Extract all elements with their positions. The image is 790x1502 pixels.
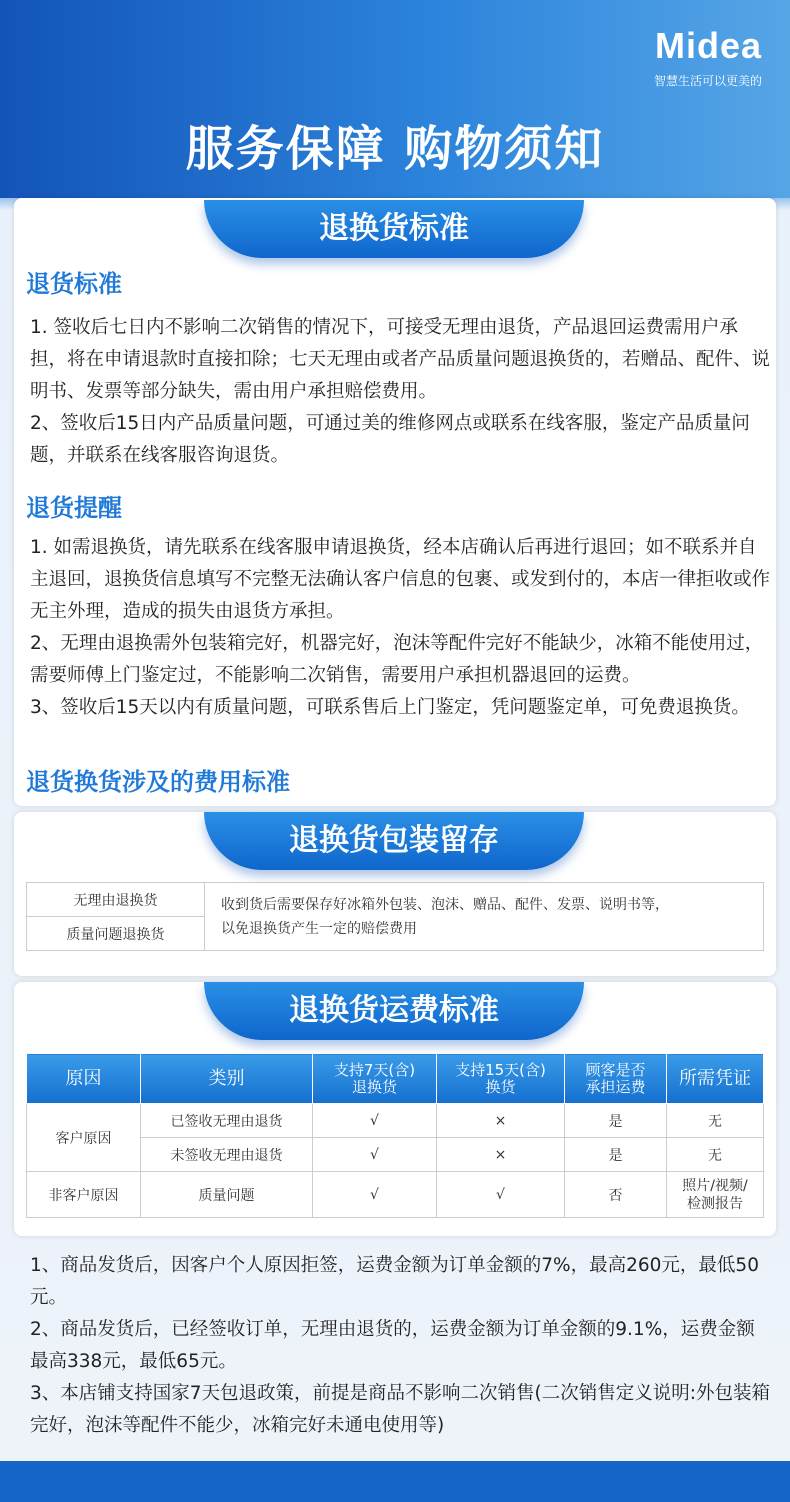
cell-bear: 是 <box>565 1138 667 1172</box>
table-row <box>27 1172 764 1218</box>
list-item: 2、无理由退换需外包装箱完好，机器完好，泡沫等配件完好不能缺少，冰箱不能使用过，需要师傅上门鉴定过，不能影响二次销售，需要用户承担机器退回的运费。 <box>30 633 764 686</box>
return-standard-heading: 退货标准 <box>26 270 122 298</box>
cell-category: 质量问题 <box>141 1172 313 1218</box>
header-line: 支持15天(含) <box>455 1060 546 1079</box>
packaging-row-label: 无理由退换货 <box>27 883 205 917</box>
return-standard-text <box>30 312 770 472</box>
return-standard-pill: 退换货标准 <box>204 200 584 258</box>
table-header-row <box>27 1054 764 1104</box>
page-header <box>0 0 790 198</box>
packaging-text-line: 收到货后需要保存好冰箱外包装、泡沫、赠品、配件、发票、说明书等， <box>221 896 669 913</box>
return-reminder-heading: 退货提醒 <box>26 494 122 522</box>
proof-line: 检测报告 <box>687 1195 743 1212</box>
header-line: 换货 <box>485 1077 516 1096</box>
packaging-row-label: 质量问题退换货 <box>27 917 205 951</box>
cell-seven: √ <box>313 1172 437 1218</box>
shipping-table <box>26 1053 764 1218</box>
page-footer <box>0 1461 790 1502</box>
header-bear-shipping <box>565 1054 667 1104</box>
list-item: 2、商品发货后，已经签收订单，无理由退货的，运费金额为订单金额的9.1%，运费金额最高338元，最低65元。 <box>30 1319 755 1372</box>
cell-proof: 无 <box>667 1138 764 1172</box>
packaging-pill: 退换货包装留存 <box>204 812 584 870</box>
header-line: 顾客是否 <box>585 1060 646 1079</box>
cell-fifteen: × <box>437 1104 565 1138</box>
list-item: 2、签收后15日内产品质量问题，可通过美的维修网点或联系在线客服，鉴定产品质量问题，并联系在线客服咨询退货。 <box>30 413 750 466</box>
cell-fifteen: √ <box>437 1172 565 1218</box>
header-category: 类别 <box>141 1054 313 1104</box>
cell-proof <box>667 1172 764 1218</box>
shipping-pill: 退换货运费标准 <box>204 982 584 1040</box>
return-standard-card <box>14 198 776 806</box>
cell-fifteen: × <box>437 1138 565 1172</box>
midea-logo <box>622 26 762 89</box>
fee-standard-heading: 退货换货涉及的费用标准 <box>26 768 290 796</box>
list-item: 1、商品发货后，因客户个人原因拒签，运费金额为订单金额的7%，最高260元，最低50元。 <box>30 1255 759 1308</box>
cell-bear: 否 <box>565 1172 667 1218</box>
header-reason: 原因 <box>27 1054 141 1104</box>
cell-proof: 无 <box>667 1104 764 1138</box>
header-proof: 所需凭证 <box>667 1054 764 1104</box>
shipping-notes <box>30 1250 770 1442</box>
cell-category: 已签收无理由退货 <box>141 1104 313 1138</box>
logo-mark: Midea <box>654 25 762 66</box>
page-title: 服务保障 购物须知 <box>185 121 605 177</box>
packaging-text-line: 以免退换货产生一定的赔偿费用 <box>221 920 417 937</box>
cell-category: 未签收无理由退货 <box>141 1138 313 1172</box>
header-fifteen-day <box>437 1054 565 1104</box>
return-reminder-text <box>30 532 770 724</box>
header-seven-day <box>313 1054 437 1104</box>
cell-seven: √ <box>313 1138 437 1172</box>
logo-slogan: 智慧生活可以更美的 <box>653 74 762 88</box>
list-item: 3、签收后15天以内有质量问题，可联系售后上门鉴定，凭问题鉴定单，可免费退换货。 <box>30 697 750 718</box>
header-line: 承担运费 <box>585 1077 646 1096</box>
proof-line: 照片/视频/ <box>682 1177 748 1194</box>
cell-bear: 是 <box>565 1104 667 1138</box>
cell-reason: 非客户原因 <box>27 1172 141 1218</box>
list-item: 1. 如需退换货，请先联系在线客服申请退换货，经本店确认后再进行退回；如不联系并自主退回，退换货信息填写不完整无法确认客户信息的包裹、或发到付的，本店一律拒收或作无主外理，造成的损失由退货方承担。 <box>30 537 771 622</box>
cell-reason: 客户原因 <box>27 1104 141 1172</box>
header-line: 退换货 <box>351 1077 397 1096</box>
table-row <box>27 1104 764 1138</box>
packaging-table <box>26 882 764 951</box>
packaging-text-cell <box>205 883 764 951</box>
cell-seven: √ <box>313 1104 437 1138</box>
list-item: 1. 签收后七日内不影响二次销售的情况下，可接受无理由退货，产品退回运费需用户承担，将在申请退款时直接扣除；七天无理由或者产品质量问题退换货的，若赠品、配件、说明书、发票等部分缺失，需由用户承担赔偿费用。 <box>30 317 771 402</box>
header-line: 支持7天(含) <box>333 1060 416 1079</box>
list-item: 3、本店铺支持国家7天包退政策，前提是商品不影响二次销售(二次销售定义说明:外包装箱完好，泡沫等配件不能少，冰箱完好未通电使用等) <box>30 1383 770 1436</box>
